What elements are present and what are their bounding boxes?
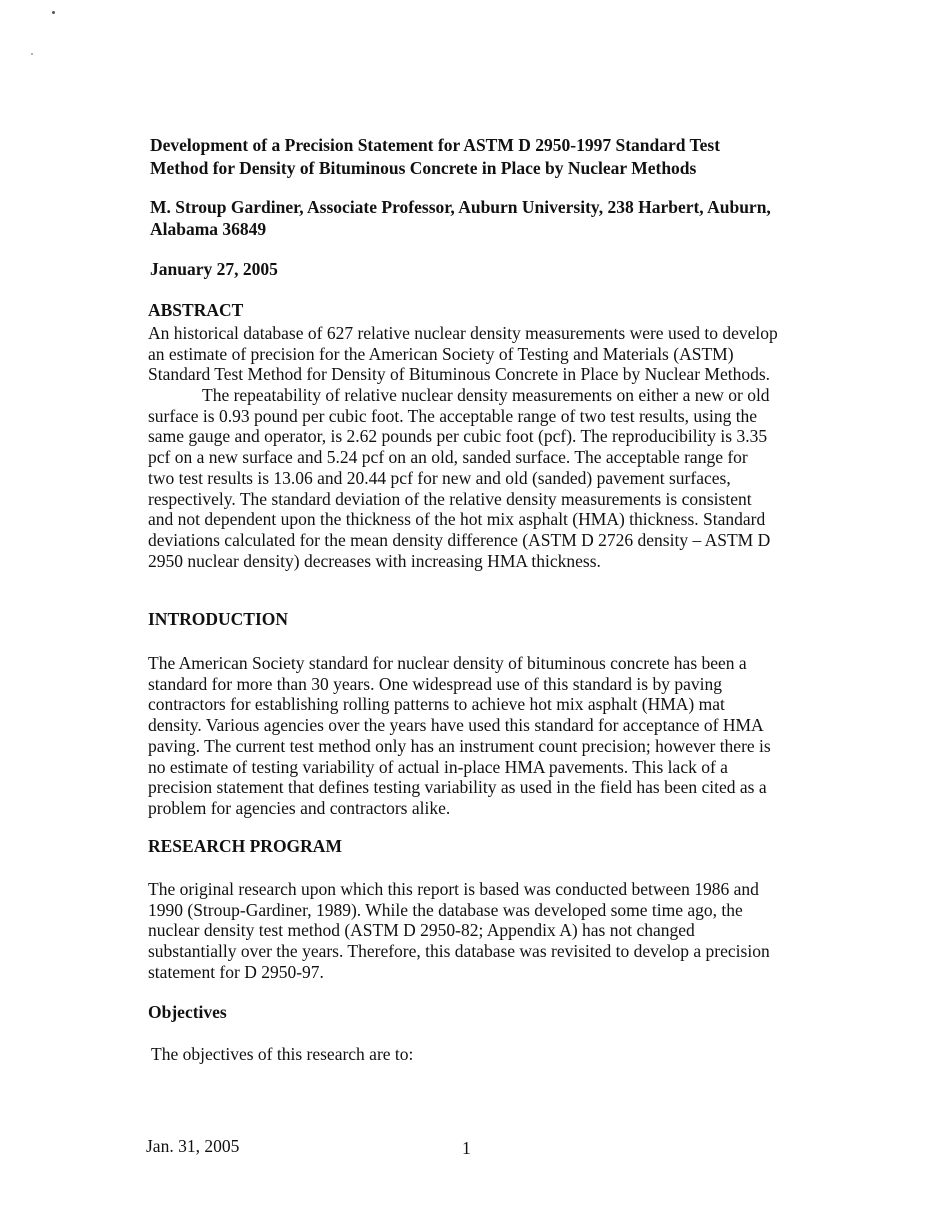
introduction-paragraph bbox=[148, 653, 808, 819]
objectives-heading: Objectives bbox=[148, 1002, 227, 1022]
text-line: surface is 0.93 pound per cubic foot. The acceptable range of two test results, using the bbox=[148, 405, 758, 426]
abstract-paragraph-2 bbox=[148, 385, 808, 571]
author-line: Alabama 36849 bbox=[150, 219, 267, 239]
text-line: substantially over the years. Therefore, this database was revisited to develop a precision bbox=[148, 941, 770, 962]
text-line: nuclear density test method (ASTM D 2950-82; Appendix A) has not changed bbox=[148, 920, 695, 941]
text-line: An historical database of 627 relative nuclear density measurements were used to develop bbox=[148, 323, 778, 343]
text-line: The American Society standard for nuclear density of bituminous concrete has been a bbox=[148, 653, 747, 673]
page-number: 1 bbox=[462, 1138, 471, 1158]
abstract-heading: ABSTRACT bbox=[148, 300, 244, 320]
text-line: problem for agencies and contractors alike. bbox=[148, 797, 451, 818]
document-date: January 27, 2005 bbox=[150, 259, 278, 279]
title-line: Method for Density of Bituminous Concrete in Place by Nuclear Methods bbox=[150, 158, 697, 178]
text-line: The repeatability of relative nuclear density measurements on either a new or old bbox=[202, 385, 770, 405]
text-line: precision statement that defines testing variability as used in the field has been cited as a bbox=[148, 777, 767, 798]
text-line: 1990 (Stroup-Gardiner, 1989). While the database was developed some time ago, the bbox=[148, 899, 743, 920]
paper-title bbox=[150, 134, 810, 180]
text-line: deviations calculated for the mean density difference (ASTM D 2726 density – ASTM D bbox=[148, 529, 771, 550]
text-line: same gauge and operator, is 2.62 pounds per cubic foot (pcf). The reproducibility is 3.35 bbox=[148, 426, 768, 447]
author-line: M. Stroup Gardiner, Associate Professor, Auburn University, 238 Harbert, Auburn, bbox=[150, 197, 771, 217]
text-line: pcf on a new surface and 5.24 pcf on an old, sanded surface. The acceptable range for bbox=[148, 447, 748, 468]
author-affiliation bbox=[150, 196, 820, 240]
text-line: two test results is 13.06 and 20.44 pcf for new and old (sanded) pavement surfaces, bbox=[148, 467, 731, 488]
scan-speck bbox=[31, 53, 33, 55]
objectives-intro: The objectives of this research are to: bbox=[151, 1044, 414, 1064]
text-line: contractors for establishing rolling patterns to achieve hot mix asphalt (HMA) mat bbox=[148, 694, 725, 715]
title-line: Development of a Precision Statement for ASTM D 2950-1997 Standard Test bbox=[150, 135, 721, 155]
research-program-paragraph bbox=[148, 879, 808, 983]
introduction-heading: INTRODUCTION bbox=[148, 609, 289, 629]
text-line: 2950 nuclear density) decreases with increasing HMA thickness. bbox=[148, 550, 601, 571]
text-line: The original research upon which this report is based was conducted between 1986 and bbox=[148, 879, 759, 899]
abstract-paragraph-1 bbox=[148, 323, 808, 385]
text-line: paving. The current test method only has an instrument count precision; however there is bbox=[148, 735, 771, 756]
text-line: density. Various agencies over the years have used this standard for acceptance of HMA bbox=[148, 715, 764, 736]
research-program-heading: RESEARCH PROGRAM bbox=[148, 836, 342, 856]
text-line: respectively. The standard deviation of the relative density measurements is consistent bbox=[148, 488, 752, 509]
text-line: standard for more than 30 years. One widespread use of this standard is by paving bbox=[148, 673, 722, 694]
text-line: Standard Test Method for Density of Bituminous Concrete in Place by Nuclear Methods. bbox=[148, 364, 771, 385]
footer-date: Jan. 31, 2005 bbox=[146, 1136, 240, 1156]
text-line: and not dependent upon the thickness of the hot mix asphalt (HMA) thickness. Standard bbox=[148, 509, 766, 530]
scan-speck bbox=[52, 11, 55, 14]
text-line: statement for D 2950-97. bbox=[148, 961, 324, 982]
text-line: no estimate of testing variability of actual in-place HMA pavements. This lack of a bbox=[148, 756, 728, 777]
text-line: an estimate of precision for the American Society of Testing and Materials (ASTM) bbox=[148, 343, 734, 364]
